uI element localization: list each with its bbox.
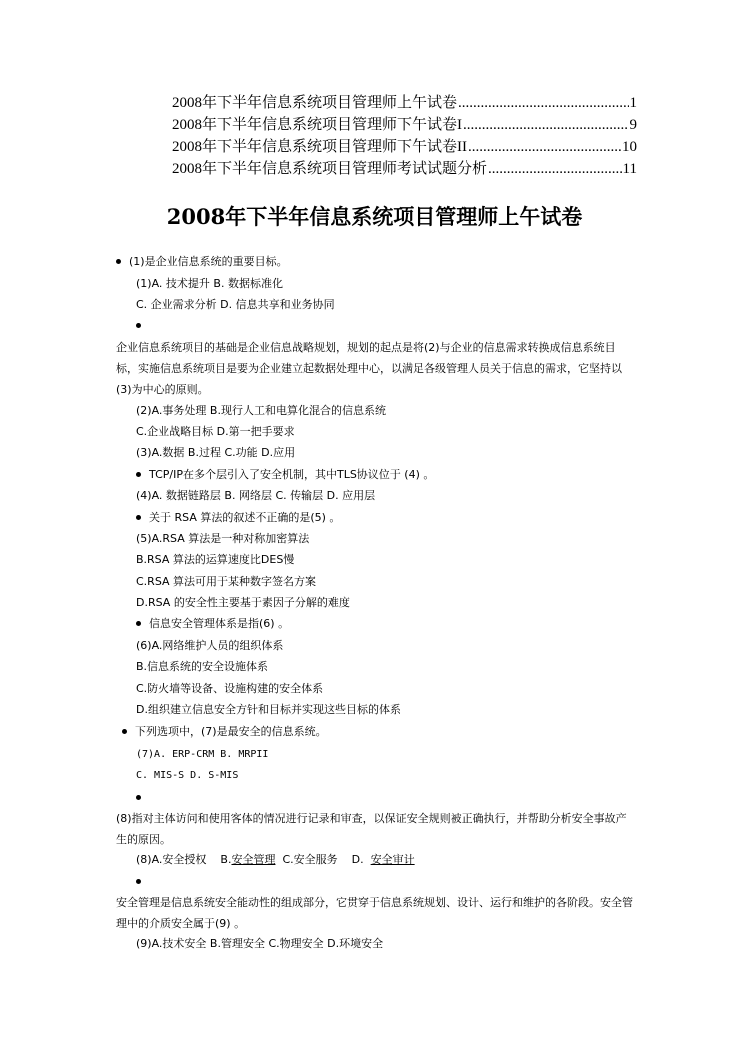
- question-4-stem: [136, 467, 434, 483]
- option-d-prefix: D.: [351, 853, 364, 866]
- question-5-option-b: B.RSA 算法的运算速度比DES慢: [136, 553, 295, 566]
- question-text: TCP/IP在多个层引入了安全机制，其中TLS协议位于 (4) 。: [149, 468, 435, 481]
- toc-entry-title: 2008年下半年信息系统项目管理师下午试卷II: [172, 139, 467, 155]
- question-5-option-d: D.RSA 的安全性主要基于素因子分解的难度: [136, 596, 350, 609]
- option-c: C.安全服务: [282, 853, 338, 866]
- question-1-options-ab: (1)A. 技术提升 B. 数据标准化: [136, 277, 283, 290]
- bullet-icon: [136, 795, 141, 800]
- question-9-options: (9)A.技术安全 B.管理安全 C.物理安全 D.环境安全: [136, 937, 384, 950]
- question-1-options-cd: C. 企业需求分析 D. 信息共享和业务协同: [136, 298, 335, 311]
- question-6-option-d: D.组织建立信息安全方针和目标并实现这些目标的体系: [136, 703, 401, 716]
- question-4-options: (4)A. 数据链路层 B. 网络层 C. 传输层 D. 应用层: [136, 489, 376, 502]
- question-text: 信息安全管理体系是指(6) 。: [149, 617, 290, 630]
- question-5-stem: [136, 510, 340, 526]
- toc-entry-page: 10: [622, 139, 637, 155]
- question-6-option-c: C.防火墙等设备、设施构建的安全体系: [136, 682, 324, 695]
- document-heading: 2008年下半年信息系统项目管理师上午试卷: [166, 204, 583, 229]
- bullet-icon: [136, 515, 141, 520]
- toc-entry[interactable]: [172, 114, 637, 136]
- bullet-icon: [136, 879, 141, 884]
- bullet-marker: [136, 790, 149, 806]
- question-8-options: [136, 852, 415, 868]
- toc-leader-dots: [458, 92, 628, 114]
- question-text: 关于 RSA 算法的叙述不正确的是(5) 。: [149, 511, 341, 524]
- option-d-text: 安全审计: [370, 853, 415, 866]
- question-2-options-cd: C.企业战略目标 D.第一把手要求: [136, 425, 295, 438]
- toc-leader-dots: [488, 158, 622, 180]
- toc-entry-page: 11: [622, 161, 637, 177]
- bullet-icon: [136, 323, 141, 328]
- question-7-stem: [122, 724, 327, 740]
- bullet-icon: [122, 729, 127, 734]
- bullet-marker: [136, 874, 149, 890]
- toc-entry-page: 1: [629, 95, 637, 111]
- question-9-paragraph: 安全管理是信息系统安全能动性的组成部分，它贯穿于信息系统规划、设计、运行和维护的各阶段。安全管理中的介质安全属于(9) 。: [116, 896, 633, 930]
- bullet-icon: [116, 259, 121, 264]
- question-6-option-b: B.信息系统的安全设施体系: [136, 660, 269, 673]
- bullet-icon: [136, 472, 141, 477]
- question-8-paragraph: (8)指对主体访问和使用客体的情况进行记录和审查，以保证安全规则被正确执行，并帮助分析安全事故产生的原因。: [116, 812, 627, 846]
- question-text: (1)是企业信息系统的重要目标。: [129, 255, 288, 268]
- question-7-options-cd: C. MIS-S D. S-MIS: [136, 770, 239, 781]
- question-2-3-paragraph: 企业信息系统项目的基础是企业信息战略规划，规划的起点是将(2)与企业的信息需求转换成信息系统目标，实施信息系统项目是要为企业建立起数据处理中心，以满足各级管理人员关于信息的需求，它坚持以(3)为中心的原则。: [116, 341, 622, 396]
- question-5-option-c: C.RSA 算法可用于某种数字签名方案: [136, 575, 317, 588]
- toc-entry-title: 2008年下半年信息系统项目管理师下午试卷I: [172, 117, 462, 133]
- bullet-marker: [136, 318, 149, 334]
- toc-entry[interactable]: [172, 158, 637, 180]
- question-text: 下列选项中，(7)是最安全的信息系统。: [135, 725, 327, 738]
- question-3-options: (3)A.数据 B.过程 C.功能 D.应用: [136, 446, 296, 459]
- question-2-options-ab: (2)A.事务处理 B.现行人工和电算化混合的信息系统: [136, 404, 386, 417]
- question-6-option-a: (6)A.网络维护人员的组织体系: [136, 639, 284, 652]
- toc-entry[interactable]: [172, 92, 637, 114]
- toc-leader-dots: [468, 136, 621, 158]
- option-b-text: 安全管理: [231, 853, 276, 866]
- question-5-option-a: (5)A.RSA 算法是一种对称加密算法: [136, 532, 310, 545]
- option-b-prefix: B.: [220, 853, 232, 866]
- toc-entry-title: 2008年下半年信息系统项目管理师上午试卷: [172, 95, 458, 111]
- question-6-stem: [136, 616, 289, 632]
- toc-leader-dots: [463, 114, 629, 136]
- toc-entry[interactable]: [172, 136, 637, 158]
- question-7-options-ab: (7)A. ERP-CRM B. MRPII: [136, 749, 269, 760]
- table-of-contents: [172, 92, 637, 180]
- toc-entry-title: 2008年下半年信息系统项目管理师考试试题分析: [172, 161, 488, 177]
- option-a: (8)A.安全授权: [136, 853, 207, 866]
- question-1-stem: [116, 254, 288, 270]
- toc-entry-page: 9: [629, 117, 637, 133]
- bullet-icon: [136, 621, 141, 626]
